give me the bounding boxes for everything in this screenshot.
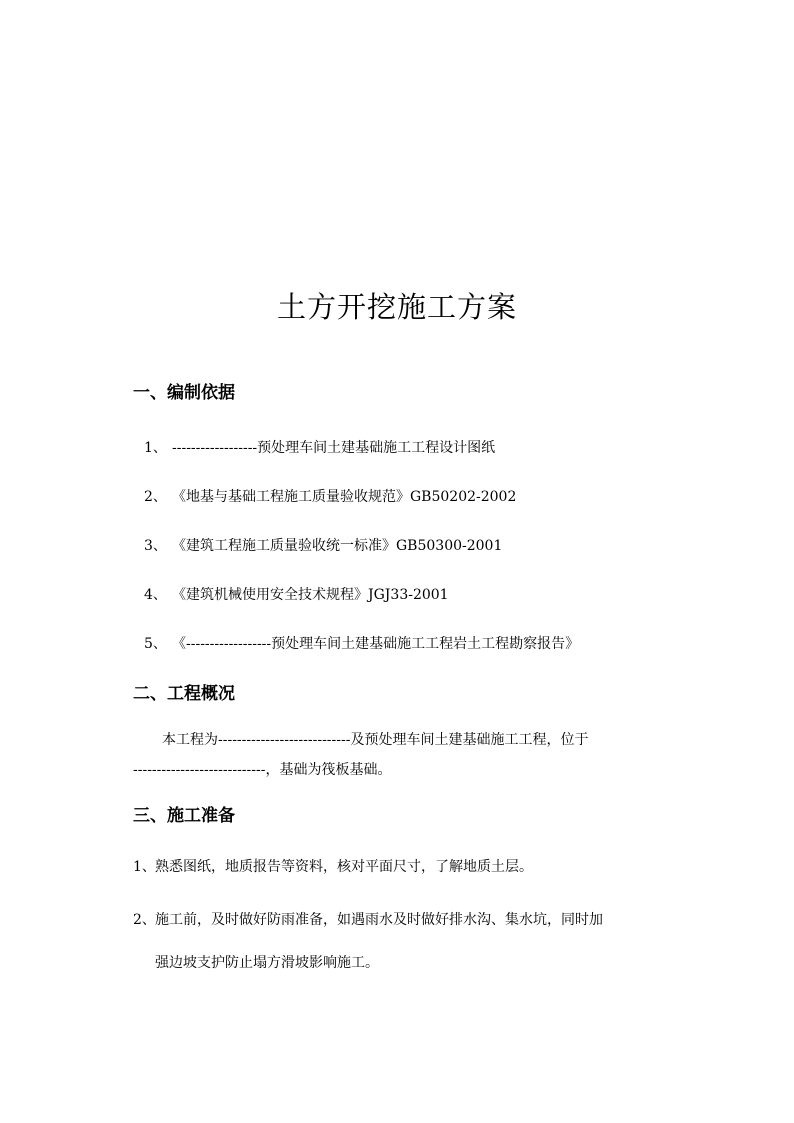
list-item-text: 施工前，及时做好防雨准备，如遇雨水及时做好排水沟、集水坑，同时加 [155, 912, 603, 928]
list-item [144, 437, 495, 457]
list-item-number: 2、 [133, 912, 156, 928]
list-item-number: 2、 [144, 489, 167, 505]
list-item-number: 3、 [144, 538, 167, 554]
section-heading-overview: 二、工程概况 [133, 684, 235, 704]
list-item [144, 486, 516, 506]
list-item-continuation: 强边坡支护防止塌方滑坡影响施工。 [155, 955, 379, 971]
list-item-text: 《------------------预处理车间土建基础施工工程岩土工程勘察报告》 [172, 636, 580, 652]
section-heading-preparation: 三、施工准备 [133, 806, 235, 826]
list-item-number: 1、 [133, 859, 156, 875]
list-item-text: 《建筑机械使用安全技术规程》JGJ33-2001 [172, 587, 449, 603]
overview-paragraph-line: 本工程为----------------------------及预处理车间土建基础施工工程，位于 [162, 732, 589, 748]
list-item [133, 909, 603, 929]
list-item-text: 熟悉图纸，地质报告等资料，核对平面尺寸，了解地质土层。 [155, 859, 533, 875]
list-item [133, 856, 533, 876]
list-item-number: 1、 [144, 440, 167, 456]
list-item-number: 4、 [144, 587, 167, 603]
document-title: 土方开挖施工方案 [276, 290, 517, 324]
list-item [144, 584, 449, 604]
list-item [144, 535, 502, 555]
list-item-number: 5、 [144, 636, 167, 652]
list-item-text: 《地基与基础工程施工质量验收规范》GB50202-2002 [172, 489, 517, 505]
section-heading-basis: 一、编制依据 [133, 383, 235, 403]
list-item-text: 《建筑工程施工质量验收统一标准》GB50300-2001 [172, 538, 503, 554]
list-item-text: ------------------预处理车间土建基础施工工程设计图纸 [172, 440, 496, 456]
list-item [144, 633, 579, 653]
overview-paragraph-line: ----------------------------，基础为筏板基础。 [133, 762, 392, 778]
